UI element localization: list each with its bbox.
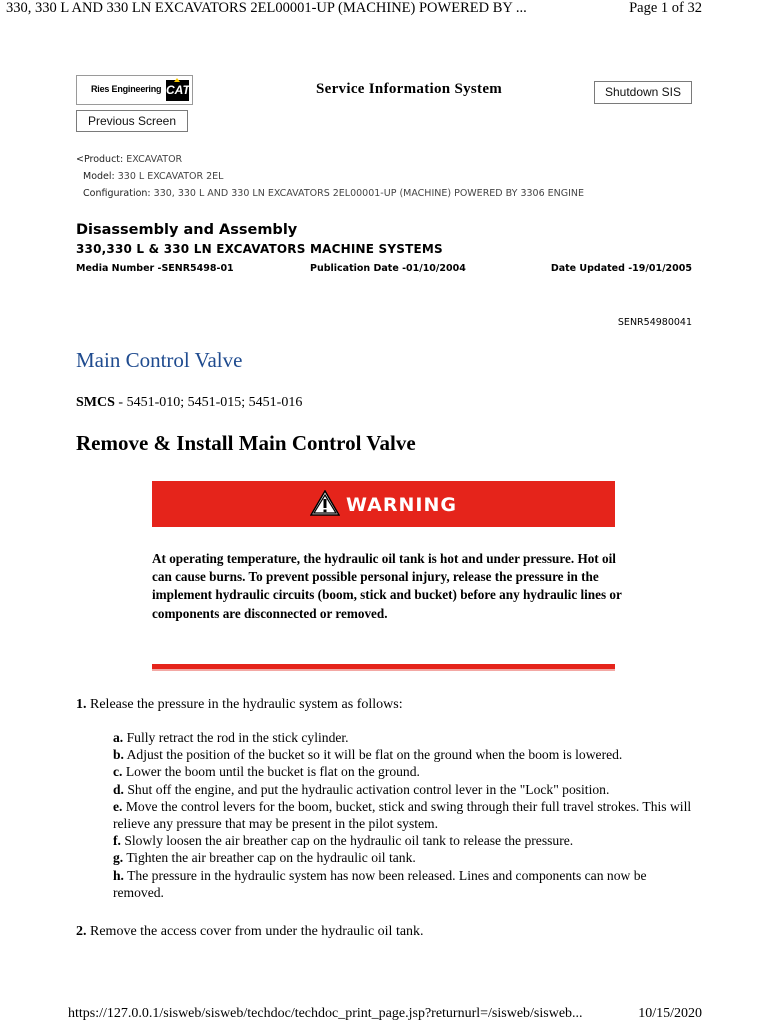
print-header-title: 330, 330 L AND 330 LN EXCAVATORS 2EL00001-UP (MACHINE) POWERED BY ... [6, 0, 527, 16]
ries-cat-logo [76, 75, 193, 105]
substep-c [113, 763, 698, 780]
substep-f [113, 832, 698, 849]
step-2 [76, 923, 424, 940]
substep-c-text: Lower the boom until the bucket is flat on the ground. [122, 764, 420, 780]
substep-g [113, 849, 698, 866]
shutdown-sis-button[interactable]: Shutdown SIS [594, 81, 692, 104]
substep-h-letter: h. [113, 867, 124, 883]
warning-heading [152, 490, 615, 516]
configuration-line [83, 188, 584, 199]
footer-date: 10/15/2020 [638, 1006, 702, 1021]
step-2-number: 2. [76, 924, 87, 939]
product-value: EXCAVATOR [126, 154, 183, 165]
substep-h [113, 867, 698, 901]
previous-screen-button[interactable]: Previous Screen [76, 110, 188, 132]
substep-a-text: Fully retract the rod in the stick cylinder. [123, 730, 349, 745]
substep-c-letter: c. [113, 764, 123, 780]
model-label: Model: [83, 171, 115, 182]
document-id: SENR54980041 [617, 317, 692, 328]
ries-engineering-logo-text: Ries Engineering [91, 84, 162, 94]
step-1-text: Release the pressure in the hydraulic system as follows: [86, 697, 403, 712]
cat-logo-icon: CAT [166, 80, 189, 101]
substep-d-letter: d. [113, 781, 124, 797]
substep-d [113, 781, 698, 798]
footer-url: https://127.0.0.1/sisweb/sisweb/techdoc/techdoc_print_page.jsp?returnurl=/sisweb/sisweb... [68, 1006, 583, 1021]
substep-b [113, 746, 698, 763]
model-value: 330 L EXCAVATOR 2EL [117, 171, 224, 182]
substep-h-text: The pressure in the hydraulic system has now been released. Lines and components can now be removed. [113, 867, 647, 900]
step-1 [76, 696, 403, 713]
document-subtitle: 330,330 L & 330 LN EXCAVATORS MACHINE SYSTEMS [76, 242, 443, 256]
warning-label: WARNING [346, 494, 457, 516]
configuration-value: 330, 330 L AND 330 LN EXCAVATORS 2EL00001-UP (MACHINE) POWERED BY 3306 ENGINE [153, 188, 585, 199]
substep-b-letter: b. [113, 747, 124, 763]
product-label[interactable]: <Product: [76, 154, 124, 165]
substep-a-letter: a. [113, 730, 124, 745]
substep-b-text: Adjust the position of the bucket so it will be flat on the ground when the boom is lowered. [123, 747, 623, 763]
warning-text: At operating temperature, the hydraulic oil tank is hot and under pressure. Hot oil can cause burns. To prevent possible personal injury, release the pressure in the implement hydraulic circuits (boom, stick and bucket) before any hydraulic lines or components are disconnected or removed. [152, 551, 622, 621]
section-title: Main Control Valve [76, 348, 243, 372]
warning-divider [152, 664, 615, 671]
sis-title: Service Information System [316, 81, 503, 97]
document-title: Disassembly and Assembly [76, 222, 298, 238]
substep-e-text: Move the control levers for the boom, bucket, stick and swing through their full travel strokes. This will relieve any pressure that may be present in the pilot system. [113, 798, 692, 832]
substeps-list [113, 729, 698, 901]
substep-f-letter: f. [113, 833, 121, 849]
substep-e [113, 798, 698, 832]
step-2-text: Remove the access cover from under the hydraulic oil tank. [86, 924, 424, 939]
smcs-line [76, 395, 302, 411]
substep-g-letter: g. [113, 850, 124, 866]
substep-g-text: Tighten the air breather cap on the hydraulic oil tank. [123, 850, 416, 866]
configuration-label: Configuration: [83, 188, 151, 199]
media-number: Media Number -SENR5498-01 [76, 263, 234, 274]
smcs-codes: - 5451-010; 5451-015; 5451-016 [114, 395, 303, 410]
substep-d-text: Shut off the engine, and put the hydraulic activation control lever in the "Lock" position. [123, 781, 610, 797]
warning-triangle-icon [310, 490, 340, 516]
substep-f-text: Slowly loosen the air breather cap on the hydraulic oil tank to release the pressure. [120, 833, 574, 849]
product-line [76, 154, 182, 165]
warning-banner [152, 481, 615, 527]
page-number: Page 1 of 32 [629, 0, 702, 16]
smcs-label: SMCS [76, 395, 115, 410]
publication-date: Publication Date -01/10/2004 [310, 263, 466, 274]
date-updated: Date Updated -19/01/2005 [550, 263, 692, 274]
substep-a [113, 729, 698, 746]
procedure-title: Remove & Install Main Control Valve [76, 431, 416, 455]
substep-e-letter: e. [113, 798, 123, 814]
step-1-number: 1. [76, 697, 87, 712]
model-line [83, 171, 223, 182]
